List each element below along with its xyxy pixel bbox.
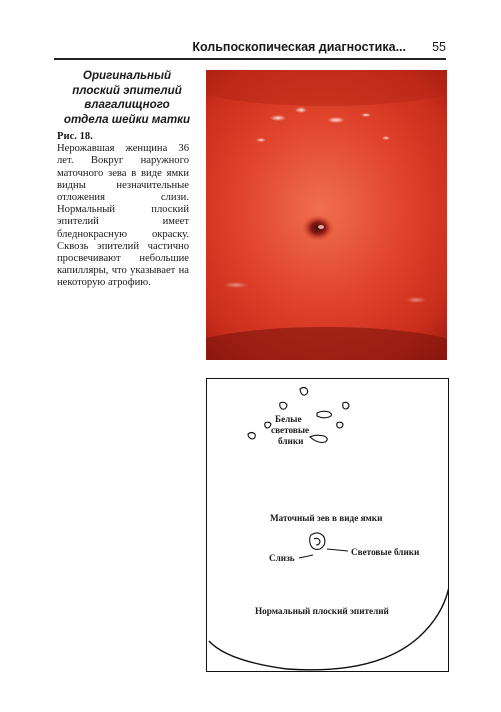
colposcopy-photo	[206, 70, 447, 360]
running-title: Кольпоскопическая диагностика...	[192, 40, 406, 54]
figure-caption	[57, 131, 189, 290]
running-header	[54, 38, 446, 60]
heading-line: Оригинальный	[82, 69, 172, 82]
caption-text: Нерожавшая женщина 36 лет. Вокруг наружного маточного зева в виде ямки видны незначительные отложения слизи. Нормальный плоский эпителий имеет бледнокрасную окраску. Сквозь эпителий частично просвечивают небольшие капилляры, что указывает на некоторую атрофию.	[57, 143, 189, 289]
heading-line: плоский эпителий	[72, 83, 182, 97]
photo-illustration	[206, 70, 447, 360]
heading-line: влагалищного	[84, 98, 170, 111]
label-reflections: Световые блики	[351, 547, 420, 557]
figure-label: Рис. 18.	[57, 131, 93, 142]
page-number: 55	[432, 40, 446, 54]
schematic-drawing	[206, 378, 449, 672]
label-light-spots-1: Белые	[275, 414, 302, 424]
heading-line: отдела шейки матки	[63, 112, 191, 126]
label-mucus: Слизь	[269, 553, 295, 563]
section-heading	[57, 69, 197, 127]
label-epithelium: Нормальный плоский эпителий	[255, 606, 389, 616]
label-external-os: Маточный зев в виде ямки	[270, 513, 383, 523]
schematic-lines	[207, 379, 449, 672]
label-light-spots-2: световые	[271, 425, 310, 435]
label-light-spots-3: блики	[278, 436, 304, 446]
